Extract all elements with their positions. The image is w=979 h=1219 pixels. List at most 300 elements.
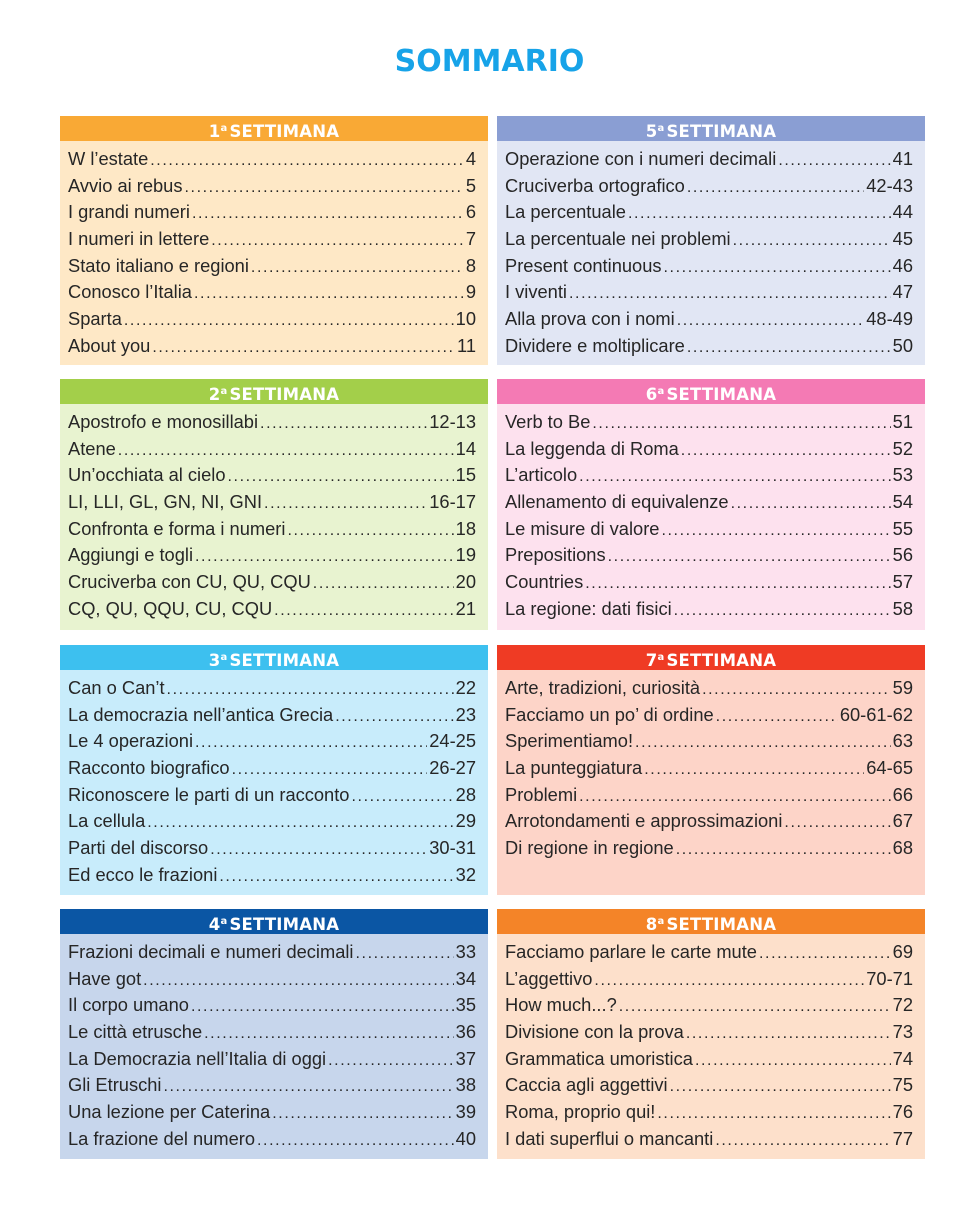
dot-leader [731,495,891,513]
entry-page: 22 [455,677,476,698]
ordinal-indicator: a [220,386,228,397]
entry-title: CQ, QU, QQU, CU, CQU [68,597,273,619]
entry-page: 63 [892,730,913,752]
week-number: 1 [208,122,221,141]
dot-leader [195,548,454,566]
toc-entry[interactable] [68,1048,476,1075]
entry-title: Il corpo umano [68,994,189,1016]
toc-entry[interactable] [68,175,476,202]
entry-page: 55 [892,517,913,539]
dot-leader [204,1025,454,1043]
toc-entry[interactable] [505,148,913,175]
toc-list [60,404,488,625]
toc-entry[interactable] [68,544,476,571]
toc-entry[interactable] [68,1128,476,1155]
week-number: 7 [645,651,658,670]
dot-leader [733,232,891,250]
toc-entry[interactable] [68,598,476,625]
toc-entry[interactable] [505,281,913,308]
toc-entry[interactable] [68,810,476,837]
toc-entry[interactable] [68,335,476,362]
toc-entry[interactable] [505,491,913,518]
week-label: SETTIMANA [666,385,777,404]
entry-title: About you [68,334,151,356]
week-label: SETTIMANA [666,122,777,141]
week-label: SETTIMANA [666,915,777,934]
entry-page: 20 [455,571,476,593]
toc-entry[interactable] [505,994,913,1021]
entry-title: Racconto biografico [68,757,230,779]
entry-title: Avvio ai rebus [68,174,183,196]
toc-list [497,670,925,864]
entry-title: I viventi [505,281,567,303]
entry-page: 41 [892,148,913,169]
toc-entry[interactable] [68,994,476,1021]
dot-leader [676,841,891,859]
section-header [60,909,488,934]
dot-leader [351,788,453,806]
entry-page: 42-43 [866,174,913,196]
entry-page: 77 [892,1127,913,1149]
week-label: SETTIMANA [229,122,340,141]
toc-entry[interactable] [505,544,913,571]
entry-page: 66 [892,783,913,805]
dot-leader [328,1052,454,1070]
toc-entry[interactable] [68,411,476,438]
toc-entry[interactable] [68,968,476,995]
toc-entry[interactable] [505,837,913,864]
dot-leader [228,468,454,486]
section-header [60,645,488,670]
toc-entry[interactable] [68,281,476,308]
entry-page: 5 [465,174,476,196]
entry-page: 24-25 [429,730,476,752]
entry-title: Conosco l’Italia [68,281,192,303]
entry-title: Roma, proprio qui! [505,1101,656,1123]
toc-entry[interactable] [68,704,476,731]
entry-page: 35 [455,994,476,1016]
entry-page: 72 [892,994,913,1016]
entry-page: 26-27 [429,757,476,779]
entry-title: Arrotondamenti e approssimazioni [505,810,783,832]
entry-page: 54 [892,491,913,513]
toc-entry[interactable] [505,757,913,784]
entry-title: W l’estate [68,148,149,169]
toc-entry[interactable] [68,1021,476,1048]
dot-leader [272,1105,453,1123]
dot-leader [579,468,891,486]
entry-title: Grammatica umoristica [505,1047,693,1069]
entry-page: 44 [892,201,913,223]
entry-page: 52 [892,437,913,459]
dot-leader [657,1105,890,1123]
toc-entry[interactable] [505,308,913,335]
toc-entry[interactable] [68,228,476,255]
toc-entry[interactable] [68,201,476,228]
dot-leader [274,602,454,620]
entry-title: Ed ecco le frazioni [68,863,218,885]
dot-leader [194,285,464,303]
section-week-2 [60,379,488,630]
toc-entry[interactable] [505,335,913,362]
toc-entry[interactable] [505,1128,913,1155]
entry-page: 37 [455,1047,476,1069]
entry-title: Un’occhiata al cielo [68,464,226,486]
entry-title: LI, LLI, GL, GN, NI, GNI [68,491,263,513]
section-week-1 [60,116,488,365]
entry-page: 14 [455,437,476,459]
toc-entry[interactable] [505,730,913,757]
entry-page: 46 [892,254,913,276]
entry-page: 32 [455,863,476,885]
page-title: SOMMARIO [394,44,585,79]
dot-leader [619,998,891,1016]
entry-title: La cellula [68,810,146,832]
toc-entry[interactable] [505,810,913,837]
entry-title: La regione: dati fisici [505,597,672,619]
ordinal-indicator: a [657,123,665,134]
dot-leader [686,1025,891,1043]
dot-leader [677,312,865,330]
entry-title: La percentuale [505,201,626,223]
dot-leader [195,734,427,752]
dot-leader [715,1132,890,1150]
toc-entry[interactable] [68,730,476,757]
toc-entry[interactable] [68,438,476,465]
entry-title: Di regione in regione [505,837,674,859]
toc-entry[interactable] [505,571,913,598]
entry-title: Le città etrusche [68,1021,203,1043]
entry-title: Verb to Be [505,411,591,432]
section-week-3 [60,645,488,895]
entry-page: 30-31 [429,837,476,859]
entry-page: 36 [455,1021,476,1043]
section-header [497,645,925,670]
week-label: SETTIMANA [229,385,340,404]
entry-title: Cruciverba ortografico [505,174,685,196]
entry-title: La Democrazia nell’Italia di oggi [68,1047,327,1069]
section-week-4 [60,909,488,1159]
week-number: 2 [208,385,221,404]
toc-entry[interactable] [505,784,913,811]
week-number: 8 [645,915,658,934]
week-number: 6 [645,385,658,404]
entry-title: I numeri in lettere [68,228,210,250]
entry-title: Gli Etruschi [68,1074,162,1096]
entry-title: L’articolo [505,464,578,486]
entry-title: Allenamento di equivalenze [505,491,729,513]
dot-leader [211,232,464,250]
toc-entry[interactable] [68,941,476,968]
toc-entry[interactable] [505,941,913,968]
entry-page: 64-65 [866,757,913,779]
entry-page: 11 [457,334,476,356]
ordinal-indicator: a [657,386,665,397]
dot-leader [143,972,453,990]
entry-page: 60-61-62 [839,703,913,725]
toc-entry[interactable] [505,411,913,438]
dot-leader [695,1052,891,1070]
entry-title: Sperimentiamo! [505,730,634,752]
entry-page: 21 [455,597,476,619]
week-label: SETTIMANA [229,651,340,670]
entry-page: 68 [892,837,913,859]
entry-page: 16-17 [429,491,476,513]
section-week-8 [497,909,925,1159]
dot-leader [635,734,891,752]
entry-title: La percentuale nei problemi [505,228,731,250]
entry-title: Confronta e forma i numeri [68,517,286,539]
entry-title: How much...? [505,994,617,1016]
dot-leader [670,1078,891,1096]
entry-title: Present continuous [505,254,662,276]
dot-leader [313,575,454,593]
ordinal-indicator: a [220,652,228,663]
entry-page: 23 [455,703,476,725]
entry-title: La leggenda di Roma [505,437,679,459]
dot-leader [644,761,864,779]
entry-page: 47 [892,281,913,303]
dot-leader [163,1078,453,1096]
dot-leader [287,522,453,540]
entry-page: 6 [465,201,476,223]
entry-title: Apostrofo e monosillabi [68,411,259,432]
toc-entry[interactable] [505,1101,913,1128]
entry-page: 10 [455,308,476,330]
dot-leader [594,972,864,990]
dot-leader [759,945,891,963]
dot-leader [124,312,454,330]
toc-list [497,404,925,625]
toc-list [497,141,925,362]
entry-title: Facciamo un po’ di ordine [505,703,714,725]
toc-entry[interactable] [68,255,476,282]
entry-page: 50 [892,334,913,356]
entry-title: Dividere e moltiplicare [505,334,685,356]
entry-title: Cruciverba con CU, QU, CQU [68,571,311,593]
toc-entry[interactable] [68,491,476,518]
toc-entry[interactable] [68,1101,476,1128]
dot-leader [681,442,891,460]
ordinal-indicator: a [220,916,228,927]
entry-title: Have got [68,967,142,989]
toc-entry[interactable] [505,1048,913,1075]
dot-leader [687,179,864,197]
toc-entry[interactable] [68,757,476,784]
ordinal-indicator: a [220,123,228,134]
entry-page: 70-71 [866,967,913,989]
entry-title: Divisione con la prova [505,1021,684,1043]
entry-page: 40 [455,1127,476,1149]
ordinal-indicator: a [657,652,665,663]
week-number: 3 [208,651,221,670]
toc-entry[interactable] [505,968,913,995]
toc-entry[interactable] [68,837,476,864]
dot-leader [579,788,891,806]
toc-list [497,934,925,1155]
dot-leader [210,841,427,859]
toc-entry[interactable] [68,148,476,175]
entry-title: Atene [68,437,116,459]
dot-leader [585,575,890,593]
dot-leader [219,868,453,886]
entry-page: 69 [892,941,913,962]
section-header [60,116,488,141]
entry-page: 38 [455,1074,476,1096]
toc-entry[interactable] [68,464,476,491]
entry-page: 67 [892,810,913,832]
entry-title: I dati superflui o mancanti [505,1127,714,1149]
week-label: SETTIMANA [229,915,340,934]
dot-leader [674,602,891,620]
dot-leader [251,259,464,277]
toc-entry[interactable] [505,201,913,228]
toc-entry[interactable] [505,598,913,625]
dot-leader [232,761,428,779]
entry-page: 73 [892,1021,913,1043]
toc-entry[interactable] [505,704,913,731]
entry-page: 33 [455,941,476,962]
entry-title: I grandi numeri [68,201,190,223]
entry-page: 15 [455,464,476,486]
entry-page: 7 [465,228,476,250]
dot-leader [687,339,891,357]
entry-page: 29 [455,810,476,832]
dot-leader [702,681,891,699]
entry-title: Parti del discorso [68,837,209,859]
entry-page: 56 [892,544,913,566]
entry-page: 74 [892,1047,913,1069]
entry-page: 51 [892,411,913,432]
entry-title: Aggiungi e togli [68,544,194,566]
entry-title: Stato italiano e regioni [68,254,249,276]
entry-page: 48-49 [866,308,913,330]
dot-leader [356,945,454,963]
entry-page: 58 [892,597,913,619]
dot-leader [608,548,891,566]
dot-leader [664,259,891,277]
entry-title: Alla prova con i nomi [505,308,675,330]
entry-page: 34 [455,967,476,989]
toc-entry[interactable] [68,518,476,545]
dot-leader [257,1132,454,1150]
dot-leader [152,339,455,357]
ordinal-indicator: a [657,916,665,927]
entry-title: Problemi [505,783,578,805]
dot-leader [192,205,464,223]
entry-page: 59 [892,677,913,698]
entry-page: 53 [892,464,913,486]
toc-entry[interactable] [505,1021,913,1048]
dot-leader [260,415,427,433]
toc-entry[interactable] [68,784,476,811]
entry-page: 8 [465,254,476,276]
section-header [497,116,925,141]
toc-entry[interactable] [68,677,476,704]
entry-title: La punteggiatura [505,757,643,779]
dot-leader [167,681,454,699]
section-header [497,909,925,934]
dot-leader [592,415,890,433]
entry-title: Le 4 operazioni [68,730,194,752]
entry-page: 18 [455,517,476,539]
toc-entry[interactable] [505,175,913,202]
toc-entry[interactable] [505,518,913,545]
entry-title: Can o Can’t [68,677,165,698]
dot-leader [150,152,464,170]
entry-title: Operazione con i numeri decimali [505,148,777,169]
entry-title: Riconoscere le parti di un racconto [68,783,350,805]
week-number: 5 [645,122,658,141]
toc-list [60,670,488,891]
toc-entry[interactable] [505,255,913,282]
dot-leader [784,814,890,832]
toc-entry[interactable] [505,228,913,255]
week-label: SETTIMANA [666,651,777,670]
toc-entry[interactable] [68,1074,476,1101]
entry-page: 45 [892,228,913,250]
toc-entry[interactable] [68,571,476,598]
entry-page: 28 [455,783,476,805]
entry-title: Una lezione per Caterina [68,1101,271,1123]
entry-title: Arte, tradizioni, curiosità [505,677,701,698]
toc-entry[interactable] [68,308,476,335]
entry-title: La frazione del numero [68,1127,255,1149]
toc-list [60,934,488,1155]
dot-leader [335,708,453,726]
entry-title: Caccia agli aggettivi [505,1074,668,1096]
entry-page: 9 [465,281,476,303]
toc-entry[interactable] [505,1074,913,1101]
section-week-5 [497,116,925,365]
dot-leader [778,152,890,170]
entry-page: 39 [455,1101,476,1123]
toc-list [60,141,488,362]
section-week-7 [497,645,925,895]
dot-leader [716,708,838,726]
dot-leader [118,442,454,460]
dot-leader [147,814,453,832]
entry-page: 75 [892,1074,913,1096]
entry-title: Countries [505,571,584,593]
entry-title: La democrazia nell’antica Grecia [68,703,334,725]
entry-title: L’aggettivo [505,967,593,989]
dot-leader [185,179,464,197]
dot-leader [661,522,890,540]
entry-page: 57 [892,571,913,593]
entry-title: Frazioni decimali e numeri decimali [68,941,354,962]
entry-page: 76 [892,1101,913,1123]
entry-title: Facciamo parlare le carte mute [505,941,757,962]
entry-title: Sparta [68,308,122,330]
entry-title: Le misure di valore [505,517,660,539]
entry-title: Prepositions [505,544,606,566]
toc-entry[interactable] [505,438,913,465]
toc-entry[interactable] [505,464,913,491]
toc-entry[interactable] [68,864,476,891]
entry-page: 4 [465,148,476,169]
dot-leader [569,285,891,303]
dot-leader [191,998,454,1016]
section-week-6 [497,379,925,630]
entry-page: 19 [455,544,476,566]
entry-page: 12-13 [429,411,476,432]
toc-entry[interactable] [505,677,913,704]
dot-leader [264,495,427,513]
section-header [60,379,488,404]
section-header [497,379,925,404]
dot-leader [628,205,891,223]
